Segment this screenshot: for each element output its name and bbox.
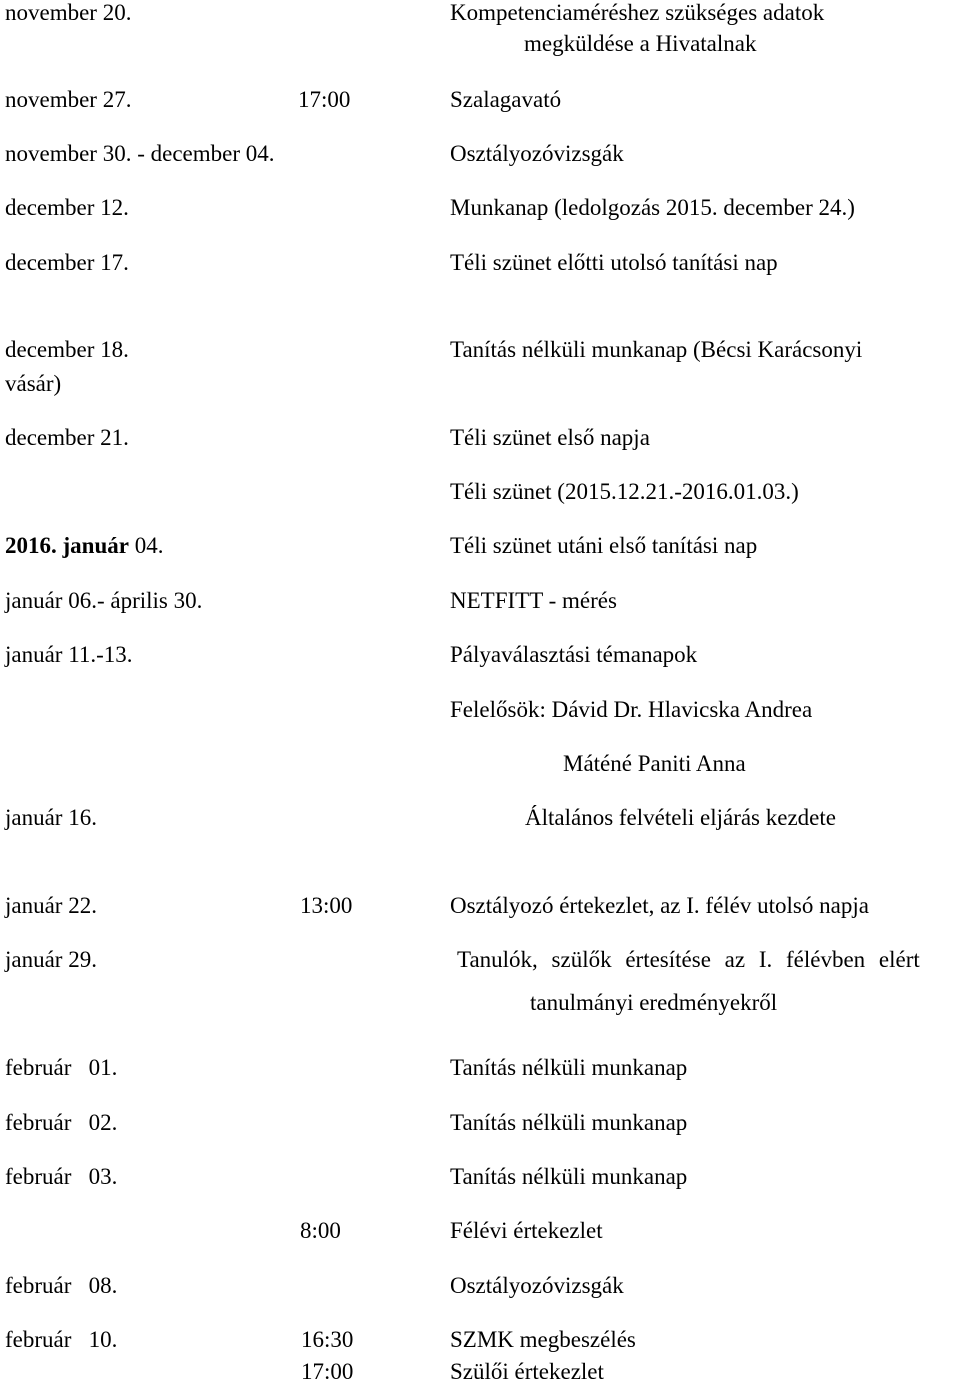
event-cell: Szülői értekezlet: [450, 1359, 604, 1384]
event-cell: Félévi értekezlet: [450, 1218, 603, 1243]
time-cell: 17:00: [301, 1359, 354, 1384]
date-cell: november 27.: [5, 87, 132, 112]
event-cell: Téli szünet utáni első tanítási nap: [450, 533, 758, 558]
event-cell: Téli szünet (2015.12.21.-2016.01.03.): [450, 479, 799, 504]
event-cell: Téli szünet előtti utolsó tanítási nap: [450, 250, 778, 275]
event-cell: Általános felvételi eljárás kezdete: [525, 805, 836, 830]
event-cell: Téli szünet első napja: [450, 425, 650, 450]
date-day: 04.: [134, 533, 164, 558]
date-cell: december 17.: [5, 250, 129, 275]
time-cell: 13:00: [300, 893, 353, 918]
event-cell: Osztályozóvizsgák: [450, 141, 624, 166]
event-cell: Kompetenciaméréshez szükséges adatok: [450, 0, 825, 25]
date-cell: február 10.: [5, 1327, 118, 1352]
event-cell-continuation: megküldése a Hivatalnak: [524, 31, 757, 56]
date-cell: február 03.: [5, 1164, 118, 1189]
event-cell: Osztályozóvizsgák: [450, 1273, 624, 1298]
date-cell: január 06.- április 30.: [5, 588, 203, 613]
date-cell: december 12.: [5, 195, 129, 220]
date-cell: január 22.: [5, 893, 97, 918]
time-cell: 17:00: [298, 87, 351, 112]
event-cell: Pályaválasztási témanapok: [450, 642, 698, 667]
event-cell: Felelősök: Dávid Dr. Hlavicska Andrea: [450, 697, 813, 722]
event-cell: Máténé Paniti Anna: [563, 751, 746, 776]
date-cell-continuation: vásár): [5, 371, 62, 396]
event-cell: Tanítás nélküli munkanap: [450, 1110, 688, 1135]
event-cell: Tanulók, szülők értesítése az I. félévben elért: [457, 947, 920, 972]
date-cell: január 29.: [5, 947, 97, 972]
date-cell: november 20.: [5, 0, 132, 25]
event-cell: NETFITT - mérés: [450, 588, 617, 613]
date-cell: február 02.: [5, 1110, 118, 1135]
date-cell: december 18.: [5, 337, 129, 362]
date-cell: február 01.: [5, 1055, 118, 1080]
date-cell: november 30. - december 04.: [5, 141, 275, 166]
event-cell: Osztályozó értekezlet, az I. félév utolsó napja: [450, 893, 869, 918]
date-cell: [5, 533, 163, 559]
event-cell: SZMK megbeszélés: [450, 1327, 636, 1352]
time-cell: 16:30: [301, 1327, 354, 1352]
event-cell: Munkanap (ledolgozás 2015. december 24.): [450, 195, 855, 220]
event-cell: Tanítás nélküli munkanap: [450, 1055, 688, 1080]
event-cell: Tanítás nélküli munkanap: [450, 1164, 688, 1189]
event-cell: Szalagavató: [450, 87, 562, 112]
date-year-bold: 2016. január: [5, 533, 129, 558]
event-cell-continuation: tanulmányi eredményekről: [530, 990, 778, 1015]
event-cell: Tanítás nélküli munkanap (Bécsi Karácsonyi: [450, 337, 863, 362]
date-cell: január 11.-13.: [5, 642, 133, 667]
date-cell: január 16.: [5, 805, 97, 830]
date-cell: december 21.: [5, 425, 129, 450]
time-cell: 8:00: [300, 1218, 341, 1243]
date-cell: február 08.: [5, 1273, 118, 1298]
